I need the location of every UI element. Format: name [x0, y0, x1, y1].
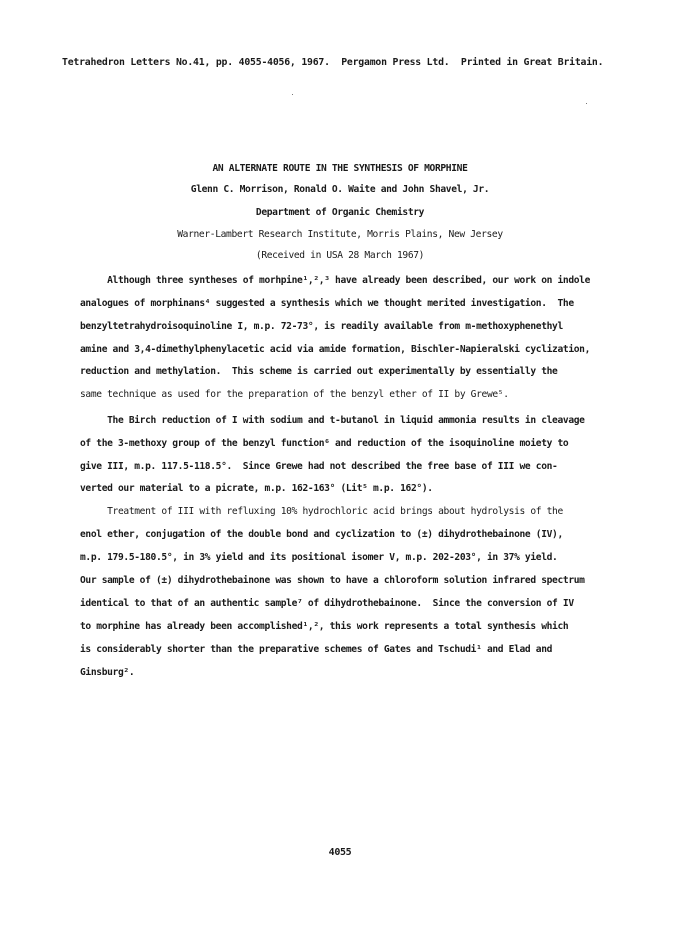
- text-line: reduction and methylation. This scheme is carried out experimentally by essentially the: [80, 366, 558, 377]
- text-line: Ginsburg².: [80, 667, 135, 678]
- text-line: Although three syntheses of morhpine¹,²,³ have already been described, our work on indole: [80, 275, 591, 286]
- text-line: amine and 3,4-dimethylphenylacetic acid via amide formation, Bischler-Napieralski cyclization,: [80, 344, 591, 355]
- text-line: enol ether, conjugation of the double bond and cyclization to (±) dihydrothebainone (IV),: [80, 529, 563, 540]
- journal-header: Tetrahedron Letters No.41, pp. 4055-4056, 1967. Pergamon Press Ltd. Printed in Great Britain.: [62, 57, 604, 68]
- article-authors: Glenn C. Morrison, Ronald O. Waite and John Shavel, Jr.: [190, 184, 490, 195]
- text-line: Our sample of (±) dihydrothebainone was shown to have a chloroform solution infrared spectrum: [80, 575, 585, 586]
- scan-speck: [586, 103, 587, 104]
- text-line: m.p. 179.5-180.5°, in 3% yield and its positional isomer V, m.p. 202-203°, in 37% yield.: [80, 552, 558, 563]
- text-line: analogues of morphinans⁴ suggested a synthesis which we thought merited investigation. The: [80, 298, 574, 309]
- text-line: benzyltetrahydroisoquinoline I, m.p. 72-73°, is readily available from m-methoxyphenethyl: [80, 321, 563, 332]
- text-line: identical to that of an authentic sample⁷ of dihydrothebainone. Since the conversion of IV: [80, 598, 574, 609]
- text-line: verted our material to a picrate, m.p. 162-163° (Lit⁵ m.p. 162°).: [80, 483, 433, 494]
- article-title: AN ALTERNATE ROUTE IN THE SYNTHESIS OF MORPHINE: [212, 163, 468, 174]
- scan-speck: [292, 94, 293, 95]
- text-line: same technique as used for the preparation of the benzyl ether of II by Grewe⁵.: [80, 389, 509, 400]
- received-date: (Received in USA 28 March 1967): [255, 250, 425, 261]
- text-line: is considerably shorter than the preparative schemes of Gates and Tschudi¹ and Elad and: [80, 644, 553, 655]
- author-department: Department of Organic Chemistry: [255, 207, 425, 218]
- text-line: to morphine has already been accomplished¹,², this work represents a total synthesis which: [80, 621, 569, 632]
- author-institute: Warner-Lambert Research Institute, Morris Plains, New Jersey: [177, 229, 503, 240]
- text-line: give III, m.p. 117.5-118.5°. Since Grewe had not described the free base of III we con-: [80, 461, 558, 472]
- text-line: of the 3-methoxy group of the benzyl function⁶ and reduction of the isoquinoline moiety to: [80, 438, 569, 449]
- page-number: 4055: [328, 847, 352, 858]
- text-line: The Birch reduction of I with sodium and t-butanol in liquid ammonia results in cleavage: [80, 415, 585, 426]
- text-line: Treatment of III with refluxing 10% hydrochloric acid brings about hydrolysis of the: [80, 506, 563, 517]
